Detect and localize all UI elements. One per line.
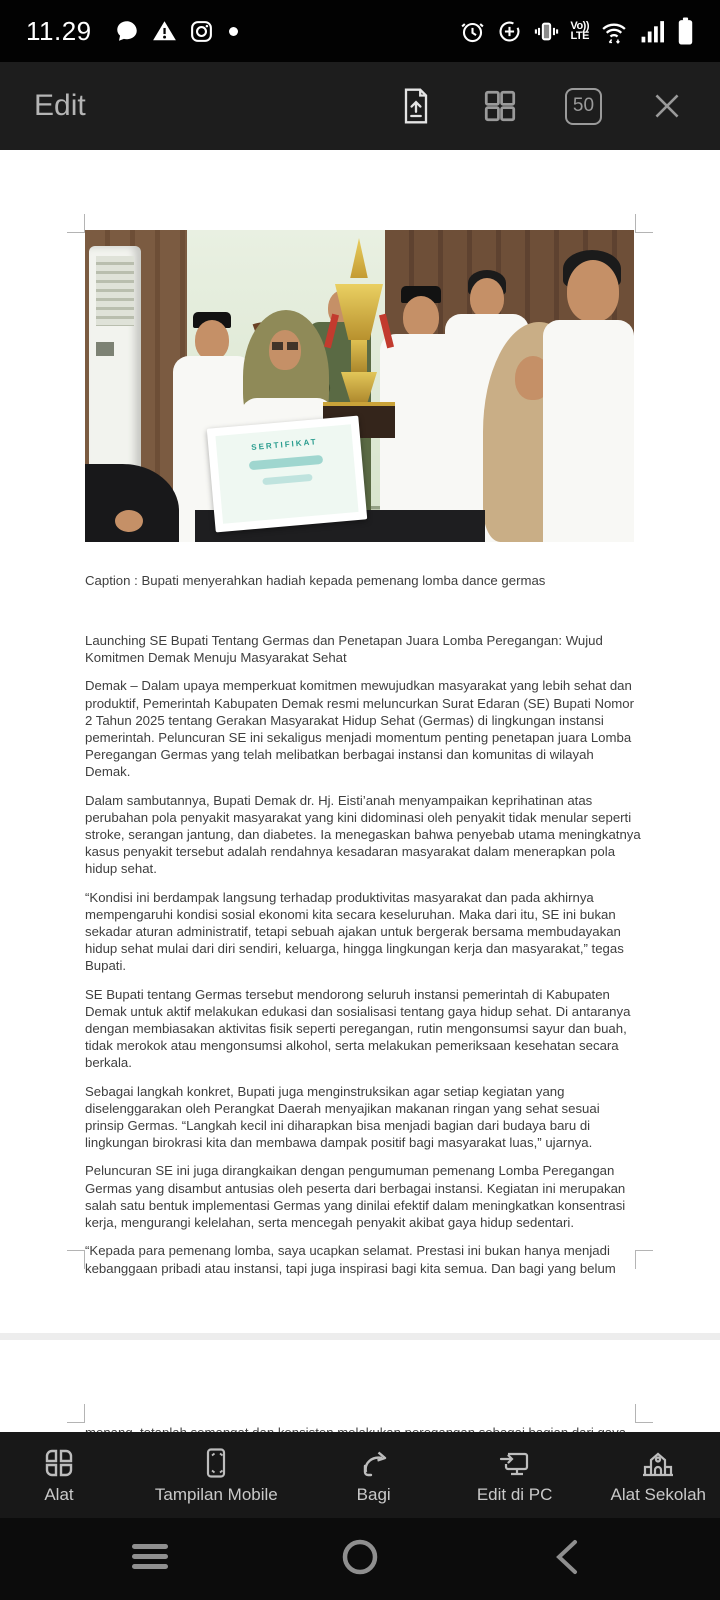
tools-grid-icon [42,1446,76,1480]
photo-camera-silhouette [115,510,143,532]
article-paragraph: Sebagai langkah konkret, Bupati juga menginstruksikan agar setiap kegiatan yang diselenggarakan oleh Perangkat Daerah menyajikan makanan ringan yang sehat sesuai prinsip Germas. “Langkah kecil ini diharapkan bisa menjadi bagian dari budaya baru di lingkungan birokrasi kita dan membawa dampak positif bagi masyarakat luas,” ujarnya. [85,1083,600,1151]
mobile-view-button[interactable] [155,1446,278,1505]
photo-person [269,330,301,370]
margin-corner-mark [67,1404,85,1423]
article-paragraph: SE Bupati tentang Germas tersebut mendorong seluruh instansi pemerintah di Kabupaten Demak untuk aktif melakukan edukasi dan sosialisasi tentang gaya hidup sehat. Di antaranya dengan membiasakan aktivitas fisik seperti peregangan, rutin mengonsumsi sayur dan buah, tidak merokok atau mengonsumsi alkohol, serta melakukan pemeriksaan kesehatan secara berkala. [85,986,631,1071]
photo-person [567,260,619,322]
edit-on-pc-icon [498,1446,532,1480]
export-document-icon[interactable] [397,86,435,126]
battery-icon [677,16,694,46]
warning-notification-icon [151,18,178,44]
share-button[interactable] [329,1446,419,1505]
margin-corner-mark [635,1404,653,1423]
document-page-1[interactable] [0,150,720,1333]
data-saver-icon [496,18,523,45]
clock-time: 11.29 [26,15,92,46]
back-icon[interactable] [554,1538,580,1576]
article-photo [85,230,634,542]
tools-button[interactable] [14,1446,104,1505]
toolbar-label: Edit di PC [476,1484,553,1504]
toolbar-label: Bagi [356,1484,391,1504]
school-tools-icon [641,1446,675,1480]
article-body [85,632,641,1288]
photo-trophy [348,238,370,278]
article-paragraph: “Kondisi ini berdampak langsung terhadap produktivitas masyarakat dan pada akhirnya mempengaruhi kondisi sosial ekonomi kita secara keseluruhan. Maka dari itu, SE ini bukan sekadar aturan administratif, tetapi sebuah ajakan untuk bergerak bersama membudayakan hidup sehat mulai dari diri sendiri, keluarga, hingga lingkungan kerja dan masyarakat,” tegas Bupati. [85,889,624,974]
android-navigation-bar [0,1518,720,1600]
photo-person [403,296,439,338]
photo-person [470,278,504,318]
status-bar [0,0,720,62]
toolbar-label: Alat Sekolah [610,1484,706,1504]
page-count-badge[interactable]: 50 [565,88,602,125]
edit-on-pc-button[interactable] [470,1446,560,1505]
photo-trophy [351,340,367,374]
more-notifications-dot-icon [229,27,238,36]
article-paragraph: Peluncuran SE ini juga dirangkaikan dengan pengumuman pemenang Lomba Peregangan Germas yang disambut antusias oleh peserta dari berbagai instansi. Kegiatan ini merupakan salah satu bentuk implementasi Germas yang dinilai efektif dalam meningkatkan konsentrasi kerja, mengurangi kelelahan, serta mencegah penyakit akibat gaya hidup sedentari. [85,1163,626,1231]
margin-corner-mark [635,214,653,233]
wifi-icon [599,17,629,45]
photo-person [195,320,229,360]
close-icon[interactable] [648,87,686,125]
home-icon[interactable] [341,1538,379,1576]
signal-strength-icon [639,18,667,45]
grid-view-icon[interactable] [481,87,519,125]
photo-person [543,320,634,542]
recents-menu-icon[interactable] [131,1538,169,1576]
instagram-notification-icon [189,19,214,44]
certificate-title: SERTIFIKAT [250,437,318,452]
mobile-view-icon [199,1446,233,1480]
document-page-2[interactable] [0,1340,720,1432]
photo-person [272,342,298,350]
photo-certificate [207,416,367,533]
document-viewport[interactable] [0,150,720,1432]
volte-indicator: Vo)) LTE [570,20,589,42]
page-title: Edit [34,89,86,122]
alarm-icon [459,18,486,45]
article-heading: Launching SE Bupati Tentang Germas dan Penetapan Juara Lomba Peregangan: Wujud Komitmen Demak Menuju Masyarakat Sehat [85,633,603,666]
margin-corner-mark [67,214,85,233]
bottom-toolbar [0,1432,720,1518]
photo-caption: Caption : Bupati menyerahkan hadiah kepada pemenang lomba dance germas [85,573,546,588]
article-paragraph: Demak – Dalam upaya memperkuat komitmen mewujudkan masyarakat yang lebih sehat dan produktif, Pemerintah Kabupaten Demak resmi meluncurkan Surat Edaran (SE) Bupati Nomor 2 Tahun 2025 tentang Gerakan Masyarakat Hidup Sehat (Germas) di lingkungan instansi pemerintah. Peluncuran SE ini sekaligus menjadi momentum penting penetapan juara Lomba Peregangan Germas yang telah melibatkan berbagai instansi dan komunitas di wilayah Demak. [85,678,635,780]
toolbar-label: Tampilan Mobile [154,1484,278,1504]
school-tools-button[interactable] [611,1446,706,1505]
toolbar-label: Alat [44,1484,74,1504]
vibrate-icon [533,18,560,45]
share-icon [357,1446,391,1480]
article-paragraph: “Kepada para pemenang lomba, saya ucapkan selamat. Prestasi ini bukan hanya menjadi kebanggaan pribadi atau instansi, tapi juga inspirasi bagi kita semua. Dan bagi yang belum [85,1243,616,1276]
article-paragraph: Dalam sambutannya, Bupati Demak dr. Hj. Eisti’anah menyampaikan keprihatinan atas perubahan pola penyakit masyarakat yang kini didominasi oleh penyakit tidak menular seperti stroke, serangan jantung, dan diabetes. Ia menegaskan bahwa penyebab utama meningkatnya kasus penyakit tersebut adalah rendahnya kesadaran masyarakat dalam menerapkan pola hidup sehat. [85,792,641,877]
margin-corner-mark [67,1250,85,1269]
app-bar [0,62,720,150]
chat-notification-icon [114,18,140,44]
